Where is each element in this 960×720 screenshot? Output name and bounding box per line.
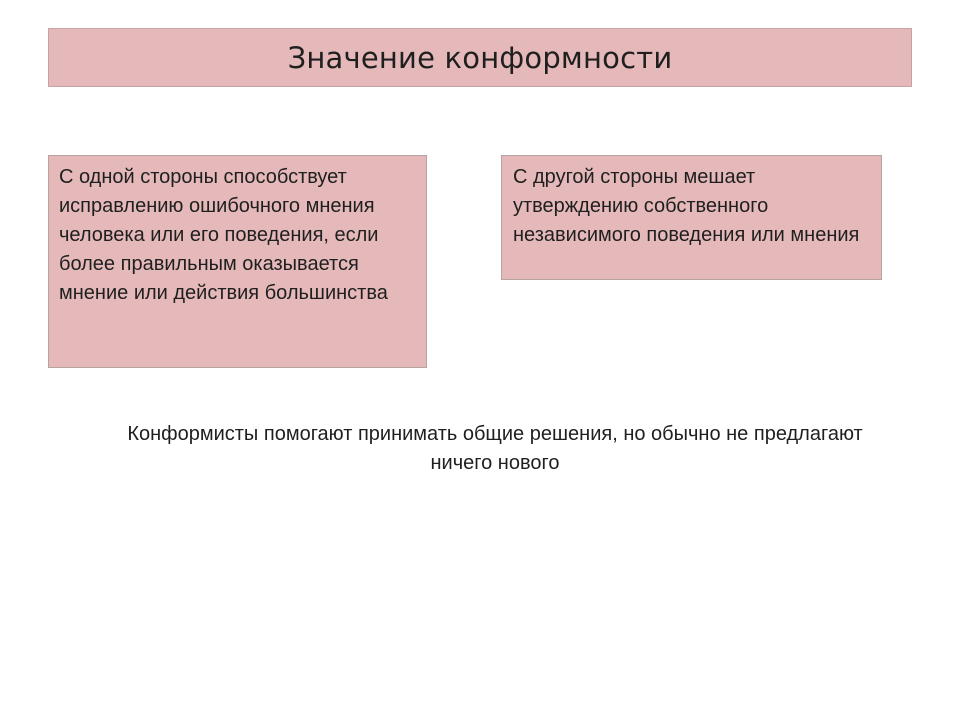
con-argument-card xyxy=(501,155,882,280)
title-banner xyxy=(48,28,912,87)
con-argument-text: С другой стороны мешает утверждению собственного независимого поведения или мнения xyxy=(513,166,860,246)
pro-argument-card xyxy=(48,155,427,368)
summary-text: Конформисты помогают принимать общие решения, но обычно не предлагают ничего нового xyxy=(127,423,863,474)
slide-title: Значение конформности xyxy=(287,40,673,75)
pro-argument-text: С одной стороны способствует исправлению ошибочного мнения человека или его поведения, если более правильным оказывается мнение или действия большинства xyxy=(59,166,388,304)
